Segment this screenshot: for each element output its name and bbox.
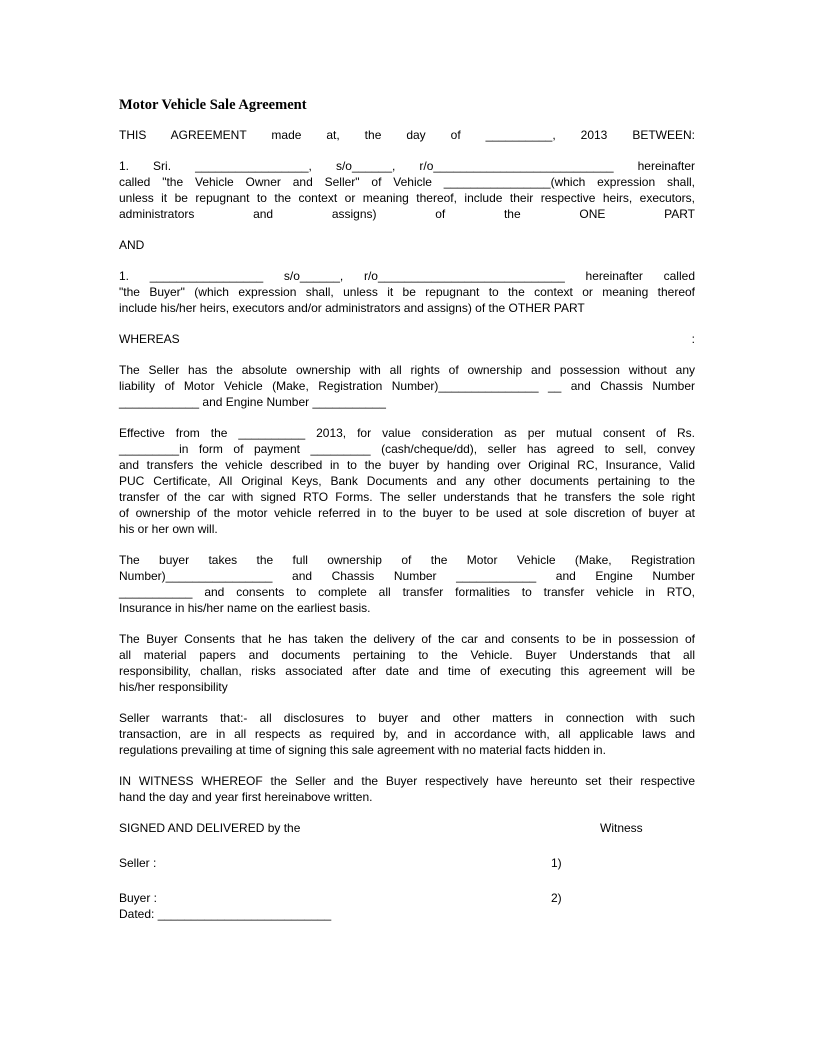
- dated-line: Dated: __________________________: [119, 907, 332, 921]
- party-one-line: 1. Sri. _________________, s/o______, r/o___________________________ hereinafter: [119, 159, 695, 173]
- party-one-line: administrators and assigns) of the ONE PART: [119, 207, 695, 221]
- agreement-document: [119, 96, 695, 922]
- paragraph-line: and transfers the vehicle described in to the buyer by handing over Original RC, Insurance, Valid: [119, 458, 695, 472]
- witness-label: Witness: [600, 821, 643, 835]
- paragraph-line: transaction, are in all respects as required by, and in accordance with, all applicable laws and: [119, 727, 695, 741]
- paragraph-line: his or her own will.: [119, 522, 218, 536]
- seller-signature-row: [119, 855, 695, 871]
- witness-number-2: 2): [551, 891, 562, 905]
- and-label: AND: [119, 238, 145, 252]
- witness-number-1: 1): [551, 856, 562, 870]
- effective-paragraph: [119, 425, 695, 537]
- paragraph-line: responsibility, challan, risks associated after date and time of executing this agreement will be: [119, 664, 695, 678]
- buyer-consents-paragraph: [119, 631, 695, 695]
- whereas-row: [119, 331, 695, 347]
- paragraph-line: The buyer takes the full ownership of the Motor Vehicle (Make, Registration: [119, 553, 695, 567]
- paragraph-line: _________in form of payment _________ (cash/cheque/dd), seller has agreed to sell, convey: [119, 442, 695, 456]
- paragraph-line: of ownership of the motor vehicle referred in to the buyer to be used at sole discretion of buyer at: [119, 506, 695, 520]
- paragraph-line: regulations prevailing at time of signing this sale agreement with no material facts hidden in.: [119, 743, 606, 757]
- whereas-label: WHEREAS: [119, 332, 180, 346]
- whereas-colon: :: [691, 332, 695, 346]
- paragraph-line: Insurance in his/her name on the earliest basis.: [119, 601, 371, 615]
- paragraph-line: The Seller has the absolute ownership with all rights of ownership and possession without any: [119, 363, 695, 377]
- seller-label: Seller :: [119, 856, 157, 870]
- paragraph-line: IN WITNESS WHEREOF the Seller and the Buyer respectively have hereunto set their respective: [119, 774, 695, 788]
- in-witness-paragraph: [119, 773, 695, 805]
- party-one-line: unless it be repugnant to the context or meaning thereof, include their respective heirs, executors,: [119, 191, 695, 205]
- paragraph-line: Effective from the __________ 2013, for value consideration as per mutual consent of Rs.: [119, 426, 695, 440]
- party-two-line: "the Buyer" (which expression shall, unless it be repugnant to the context or meaning thereof: [119, 285, 695, 299]
- paragraph-line: liability of Motor Vehicle (Make, Registration Number)_______________ __ and Chassis Number: [119, 379, 695, 393]
- document-title: Motor Vehicle Sale Agreement: [119, 97, 307, 113]
- paragraph-line: PUC Certificate, All Original Keys, Bank Documents and any other documents pertaining to the: [119, 474, 695, 488]
- buyer-label: Buyer :: [119, 891, 158, 905]
- paragraph-line: ____________ and Engine Number ___________: [119, 395, 386, 409]
- paragraph-line: his/her responsibility: [119, 680, 228, 694]
- paragraph-line: all material papers and documents pertaining to the Vehicle. Buyer Understands that all: [119, 648, 695, 662]
- buyer-signature-row: [119, 890, 695, 906]
- signed-delivered-label: SIGNED AND DELIVERED by the: [119, 821, 301, 835]
- paragraph-line: Seller warrants that:- all disclosures to buyer and other matters in connection with such: [119, 711, 695, 725]
- party-one-paragraph: [119, 158, 695, 222]
- paragraph-line: Number)________________ and Chassis Number ____________ and Engine Number: [119, 569, 695, 583]
- party-two-paragraph: [119, 268, 695, 316]
- paragraph-line: ___________ and consents to complete all transfer formalities to transfer vehicle in RTO,: [119, 585, 695, 599]
- party-two-line: include his/her heirs, executors and/or administrators and assigns) of the OTHER PART: [119, 301, 585, 315]
- intro-line: THIS AGREEMENT made at, the day of __________, 2013 BETWEEN:: [119, 128, 695, 142]
- paragraph-line: hand the day and year first hereinabove written.: [119, 790, 373, 804]
- party-two-line: 1. _________________ s/o______, r/o____________________________ hereinafter called: [119, 269, 695, 283]
- signed-delivered-row: [119, 820, 695, 836]
- paragraph-line: transfer of the car with signed RTO Forms. The seller understands that he transfers the sole right: [119, 490, 695, 504]
- seller-ownership-paragraph: [119, 362, 695, 410]
- party-one-line: called "the Vehicle Owner and Seller" of Vehicle ________________(which expression shall,: [119, 175, 695, 189]
- buyer-takes-paragraph: [119, 552, 695, 616]
- seller-warrants-paragraph: [119, 710, 695, 758]
- paragraph-line: The Buyer Consents that he has taken the delivery of the car and consents to be in possession of: [119, 632, 695, 646]
